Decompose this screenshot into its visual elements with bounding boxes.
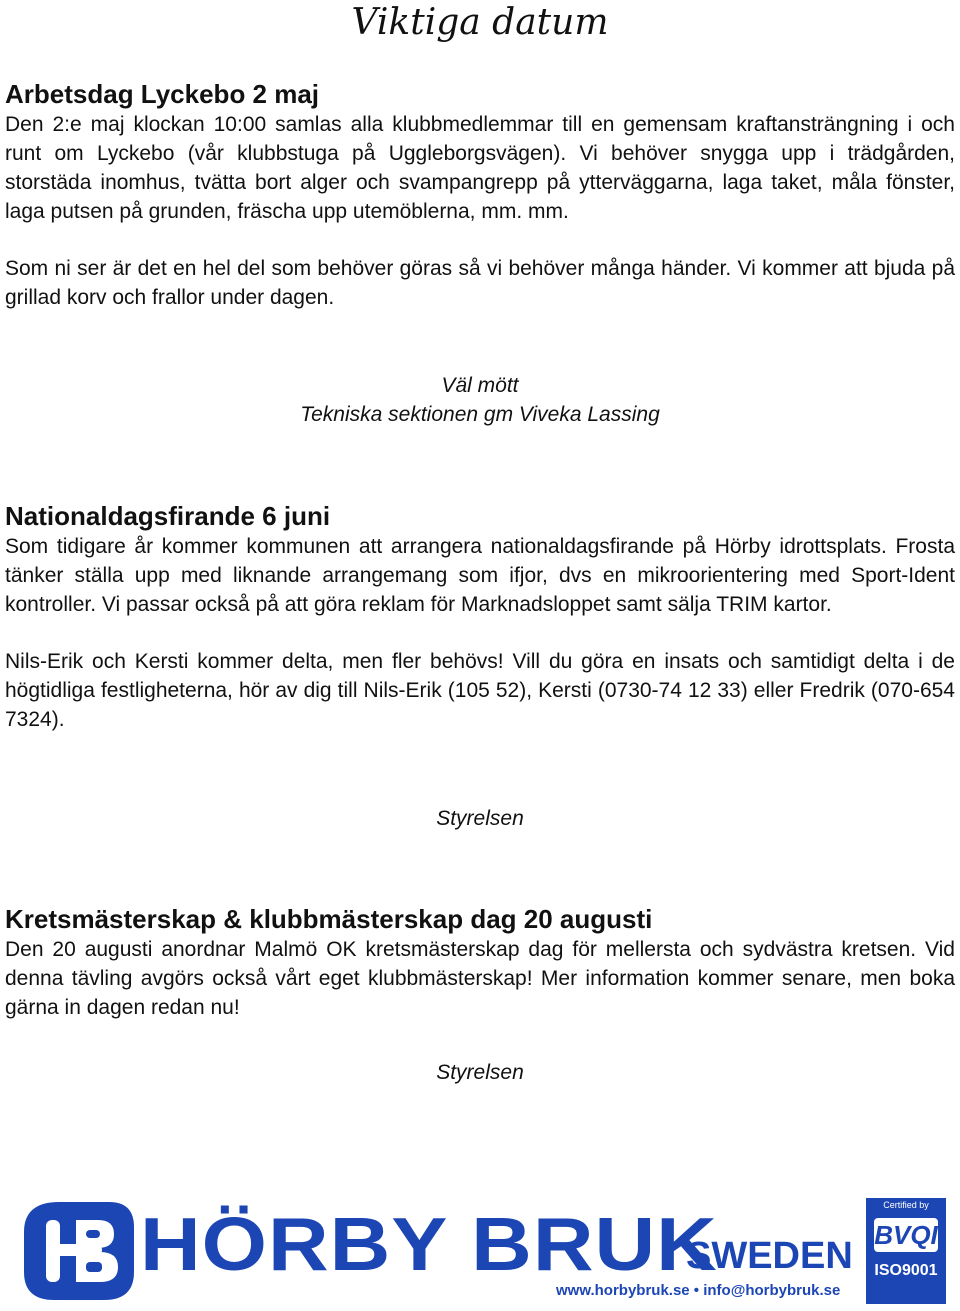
section-heading: Arbetsdag Lyckebo 2 maj [5,79,320,109]
brand-wordmark: HÖRBY BRUK [140,1201,718,1287]
signature [0,1058,960,1087]
signature [0,371,960,429]
signature-line: Tekniska sektionen gm Viveka Lassing [300,403,660,426]
paragraph: Nils-Erik och Kersti kommer delta, men fler behövs! Vill du göra en insats och samtidigt delta i de högtidliga festligheterna, hör av dig till Nils-Erik (105 52), Kersti (0730-74 12 33) eller Fredrik (070-654 7324). [5,650,955,731]
signature-line: Väl mött [441,374,519,397]
page-title: Viktiga datum [351,2,609,43]
paragraph: Som tidigare år kommer kommunen att arrangera nationaldagsfirande på Hörby idrottsplats. Frosta tänker ställa upp med liknande arrangemang som ifjor, dvs en mikroorientering med Sport-Ident kontroller. Vi passar också på att göra reklam för Marknadsloppet samt sälja TRIM kartor. [5,535,955,616]
brand-country: SWEDEN [686,1235,853,1277]
section-arbetsdag [5,78,955,312]
paragraph: Den 2:e maj klockan 10:00 samlas alla klubbmedlemmar till en gemensam kraftansträngning i och runt om Lyckebo (vår klubbstuga på Uggleborgsvägen). Vi behöver snygga upp i trädgården, storstäda inomhus, tvätta bort alger och svampangrepp på ytterväggarna, laga taket, måla fönster, laga putsen på grunden, fräscha upp utemöblerna, mm. mm. [5,113,955,223]
cert-iso: ISO9001 [874,1262,938,1279]
cert-label: Certified by [883,1200,929,1210]
section-heading: Kretsmästerskap & klubbmästerskap dag 20 augusti [5,904,653,934]
signature [0,804,960,833]
signature-line: Styrelsen [436,1061,524,1084]
signature-line: Styrelsen [436,807,524,830]
paragraph: Som ni ser är det en hel del som behöver göras så vi behöver många händer. Vi kommer att bjuda på grillad korv och frallor under dagen. [5,257,955,309]
section-kretsmasterskap [5,903,955,1022]
section-nationaldag [5,500,955,734]
paragraph: Den 20 augusti anordnar Malmö OK kretsmästerskap dag för mellersta och sydvästra kretsen. Vid denna tävling avgörs också vårt eget klubbmästerskap! Mer information kommer senare, men boka gärna in dagen redan nu! [5,938,955,1019]
cert-mark: BVQI [874,1220,938,1250]
section-heading: Nationaldagsfirande 6 juni [5,501,331,531]
certification-badge [866,1198,946,1304]
brand-contact: www.horbybruk.se • info@horbybruk.se [556,1282,841,1299]
